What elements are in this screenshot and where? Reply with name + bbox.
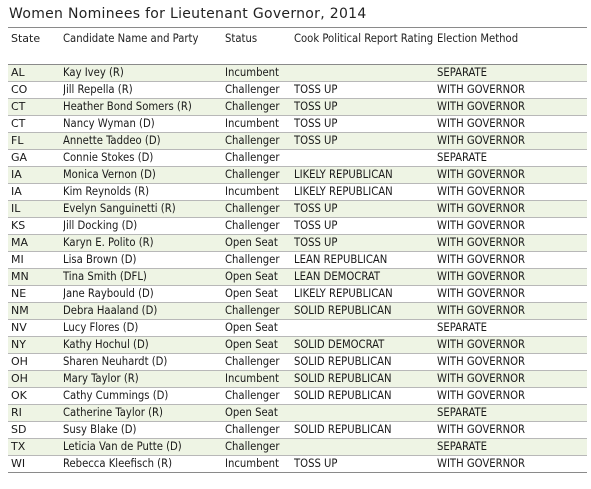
cell-status: Open Seat: [225, 320, 294, 337]
cell-cook-rating: TOSS UP: [294, 235, 437, 252]
column-header-status: Status: [225, 32, 258, 45]
cell-cook-rating: [294, 65, 437, 82]
table-body: [8, 65, 587, 473]
cell-candidate: Mary Taylor (R): [63, 371, 225, 388]
table-row: [8, 303, 587, 320]
cell-election-method: WITH GOVERNOR: [437, 133, 587, 150]
cell-state: CO: [8, 82, 63, 99]
cell-cook-rating: [294, 150, 437, 167]
table-row: [8, 456, 587, 473]
cell-candidate: Catherine Taylor (R): [63, 405, 225, 422]
cell-state: TX: [8, 439, 63, 456]
cell-cook-rating: SOLID DEMOCRAT: [294, 337, 437, 354]
table-row: [8, 252, 587, 269]
cell-state: OH: [8, 354, 63, 371]
cell-candidate: Leticia Van de Putte (D): [63, 439, 225, 456]
table-row: [8, 388, 587, 405]
cell-state: WI: [8, 456, 63, 473]
cell-election-method: WITH GOVERNOR: [437, 422, 587, 439]
cell-cook-rating: LEAN REPUBLICAN: [294, 252, 437, 269]
cell-state: IA: [8, 184, 63, 201]
cell-status: Incumbent: [225, 116, 294, 133]
cell-state: MA: [8, 235, 63, 252]
table-row: [8, 201, 587, 218]
table-row: [8, 354, 587, 371]
cell-election-method: WITH GOVERNOR: [437, 218, 587, 235]
cell-state: FL: [8, 133, 63, 150]
cell-election-method: WITH GOVERNOR: [437, 354, 587, 371]
table-row: [8, 439, 587, 456]
cell-election-method: SEPARATE: [437, 439, 587, 456]
table-row: [8, 235, 587, 252]
cell-state: OK: [8, 388, 63, 405]
table-row: [8, 116, 587, 133]
cell-candidate: Jill Docking (D): [63, 218, 225, 235]
cell-cook-rating: [294, 439, 437, 456]
cell-status: Challenger: [225, 82, 294, 99]
cell-cook-rating: SOLID REPUBLICAN: [294, 388, 437, 405]
cell-state: CT: [8, 99, 63, 116]
cell-state: NY: [8, 337, 63, 354]
cell-cook-rating: [294, 320, 437, 337]
cell-cook-rating: SOLID REPUBLICAN: [294, 303, 437, 320]
cell-state: KS: [8, 218, 63, 235]
cell-candidate: Kim Reynolds (R): [63, 184, 225, 201]
cell-status: Challenger: [225, 201, 294, 218]
cell-election-method: WITH GOVERNOR: [437, 116, 587, 133]
cell-candidate: Cathy Cummings (D): [63, 388, 225, 405]
table-row: [8, 337, 587, 354]
cell-cook-rating: LIKELY REPUBLICAN: [294, 167, 437, 184]
table-row: [8, 99, 587, 116]
cell-status: Open Seat: [225, 286, 294, 303]
cell-candidate: Debra Haaland (D): [63, 303, 225, 320]
cell-election-method: WITH GOVERNOR: [437, 269, 587, 286]
cell-candidate: Jill Repella (R): [63, 82, 225, 99]
cell-status: Challenger: [225, 252, 294, 269]
table-row: [8, 371, 587, 388]
table-row: [8, 405, 587, 422]
cell-election-method: SEPARATE: [437, 65, 587, 82]
cell-status: Challenger: [225, 439, 294, 456]
column-header-state: State: [11, 32, 41, 45]
cell-election-method: WITH GOVERNOR: [437, 252, 587, 269]
cell-candidate: Evelyn Sanguinetti (R): [63, 201, 225, 218]
cell-election-method: WITH GOVERNOR: [437, 371, 587, 388]
cell-cook-rating: SOLID REPUBLICAN: [294, 371, 437, 388]
cell-election-method: WITH GOVERNOR: [437, 82, 587, 99]
cell-candidate: Susy Blake (D): [63, 422, 225, 439]
cell-status: Open Seat: [225, 269, 294, 286]
cell-cook-rating: LIKELY REPUBLICAN: [294, 184, 437, 201]
table-row: [8, 218, 587, 235]
cell-candidate: Tina Smith (DFL): [63, 269, 225, 286]
cell-status: Challenger: [225, 422, 294, 439]
table-row: [8, 65, 587, 82]
cell-cook-rating: TOSS UP: [294, 456, 437, 473]
cell-cook-rating: TOSS UP: [294, 133, 437, 150]
cell-election-method: WITH GOVERNOR: [437, 456, 587, 473]
table-row: [8, 320, 587, 337]
table-row: [8, 133, 587, 150]
cell-cook-rating: TOSS UP: [294, 82, 437, 99]
cell-state: SD: [8, 422, 63, 439]
cell-cook-rating: SOLID REPUBLICAN: [294, 422, 437, 439]
cell-election-method: WITH GOVERNOR: [437, 286, 587, 303]
table-row: [8, 269, 587, 286]
page-title: Women Nominees for Lieutenant Governor, 2014: [9, 6, 367, 22]
cell-election-method: WITH GOVERNOR: [437, 337, 587, 354]
cell-state: IL: [8, 201, 63, 218]
table-row: [8, 422, 587, 439]
cell-election-method: WITH GOVERNOR: [437, 303, 587, 320]
cell-state: AL: [8, 65, 63, 82]
cell-candidate: Jane Raybould (D): [63, 286, 225, 303]
cell-status: Open Seat: [225, 405, 294, 422]
cell-status: Incumbent: [225, 371, 294, 388]
cell-candidate: Heather Bond Somers (R): [63, 99, 225, 116]
cell-status: Open Seat: [225, 235, 294, 252]
cell-status: Challenger: [225, 388, 294, 405]
cell-candidate: Karyn E. Polito (R): [63, 235, 225, 252]
cell-status: Challenger: [225, 303, 294, 320]
cell-state: GA: [8, 150, 63, 167]
cell-candidate: Rebecca Kleefisch (R): [63, 456, 225, 473]
table-row: [8, 150, 587, 167]
cell-candidate: Annette Taddeo (D): [63, 133, 225, 150]
cell-cook-rating: LEAN DEMOCRAT: [294, 269, 437, 286]
table-row: [8, 286, 587, 303]
cell-status: Open Seat: [225, 337, 294, 354]
cell-status: Challenger: [225, 218, 294, 235]
cell-status: Challenger: [225, 99, 294, 116]
cell-election-method: WITH GOVERNOR: [437, 99, 587, 116]
cell-candidate: Lucy Flores (D): [63, 320, 225, 337]
table-row: [8, 184, 587, 201]
cell-status: Incumbent: [225, 65, 294, 82]
cell-cook-rating: LIKELY REPUBLICAN: [294, 286, 437, 303]
cell-status: Challenger: [225, 150, 294, 167]
cell-election-method: WITH GOVERNOR: [437, 388, 587, 405]
cell-state: CT: [8, 116, 63, 133]
cell-status: Challenger: [225, 133, 294, 150]
cell-election-method: SEPARATE: [437, 405, 587, 422]
cell-candidate: Sharen Neuhardt (D): [63, 354, 225, 371]
cell-election-method: WITH GOVERNOR: [437, 235, 587, 252]
cell-status: Incumbent: [225, 184, 294, 201]
cell-cook-rating: SOLID REPUBLICAN: [294, 354, 437, 371]
column-header-cook-rating: Cook Political Report Rating: [294, 32, 434, 45]
cell-cook-rating: TOSS UP: [294, 218, 437, 235]
cell-candidate: Kathy Hochul (D): [63, 337, 225, 354]
cell-status: Incumbent: [225, 456, 294, 473]
cell-cook-rating: TOSS UP: [294, 201, 437, 218]
table-header-row: [8, 28, 587, 65]
cell-status: Challenger: [225, 354, 294, 371]
cell-state: NV: [8, 320, 63, 337]
cell-state: OH: [8, 371, 63, 388]
cell-cook-rating: TOSS UP: [294, 99, 437, 116]
column-header-candidate: Candidate Name and Party: [63, 32, 199, 45]
cell-election-method: SEPARATE: [437, 150, 587, 167]
cell-state: NM: [8, 303, 63, 320]
cell-state: NE: [8, 286, 63, 303]
cell-cook-rating: TOSS UP: [294, 116, 437, 133]
cell-state: RI: [8, 405, 63, 422]
cell-state: MI: [8, 252, 63, 269]
cell-candidate: Kay Ivey (R): [63, 65, 225, 82]
cell-state: IA: [8, 167, 63, 184]
cell-candidate: Connie Stokes (D): [63, 150, 225, 167]
cell-candidate: Lisa Brown (D): [63, 252, 225, 269]
table-row: [8, 82, 587, 99]
cell-candidate: Nancy Wyman (D): [63, 116, 225, 133]
cell-status: Challenger: [225, 167, 294, 184]
nominees-table: [8, 28, 587, 473]
cell-election-method: SEPARATE: [437, 320, 587, 337]
cell-state: MN: [8, 269, 63, 286]
cell-candidate: Monica Vernon (D): [63, 167, 225, 184]
cell-election-method: WITH GOVERNOR: [437, 167, 587, 184]
cell-election-method: WITH GOVERNOR: [437, 184, 587, 201]
cell-cook-rating: [294, 405, 437, 422]
table-row: [8, 167, 587, 184]
column-header-election-method: Election Method: [437, 32, 519, 45]
cell-election-method: WITH GOVERNOR: [437, 201, 587, 218]
